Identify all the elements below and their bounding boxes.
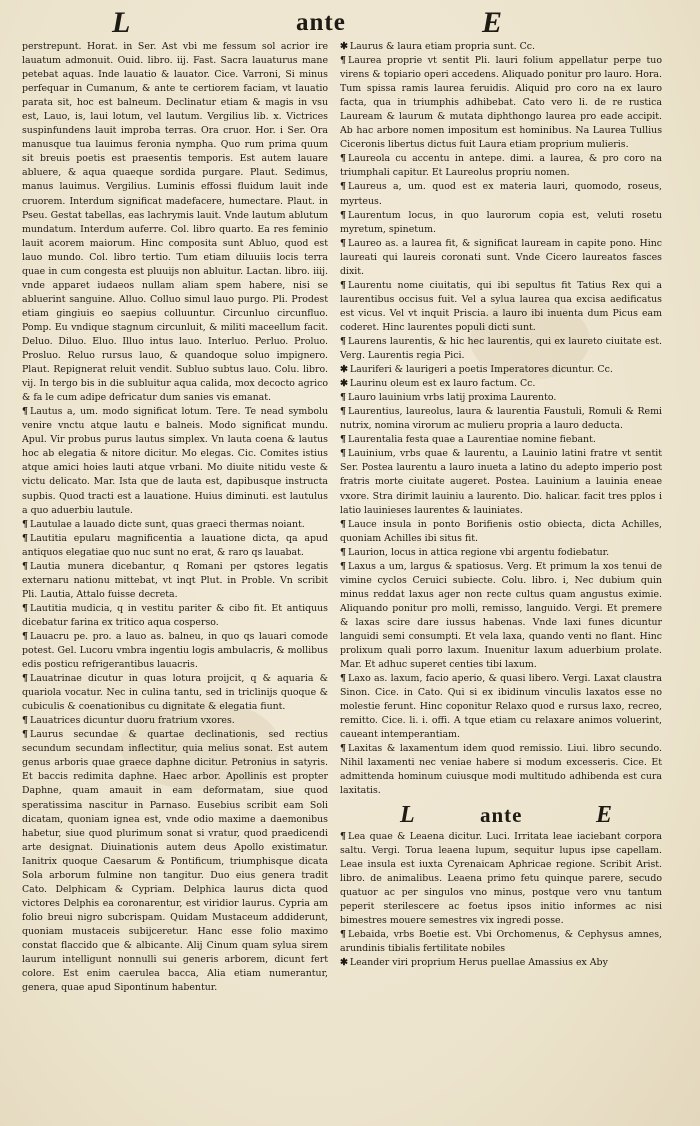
entry-text: Lauatrinae dicutur in quas lotura proijcit, q & aquaria & quariola vocatur. Nec in culina tantu, sed in triclinijs quoque & cubiculis & coenationibus cu dignitate & elegatia fiunt. (22, 673, 328, 713)
dictionary-entry (340, 237, 662, 279)
sub-header-left-letter: L (400, 801, 415, 828)
sub-header-right-letter: E (596, 801, 613, 828)
pilcrow-icon: ¶ (340, 743, 346, 755)
dictionary-entry (340, 363, 662, 377)
pilcrow-icon: ¶ (22, 630, 28, 642)
dictionary-entry (22, 518, 328, 532)
pilcrow-icon: ¶ (22, 602, 28, 614)
dictionary-entry (340, 447, 662, 517)
pilcrow-icon: ¶ (22, 518, 28, 530)
entry-text: Lauatrices dicuntur duoru fratrium vxores. (29, 715, 235, 727)
dictionary-entry (340, 405, 662, 433)
dictionary-entry (22, 405, 328, 517)
entry-text: Laurentius, laureolus, laura & laurentia Faustuli, Romuli & Remi nutrix, nomina virorum ac mulieru propria a lauro deducta. (340, 406, 662, 432)
dictionary-entry (340, 742, 662, 798)
header-right-letter: E (482, 6, 503, 39)
entry-text: Laurentu nome ciuitatis, qui ibi sepultus fit Tatius Rex qui a laurentibus occisus fuit. Vel a sylua laurea qua excisa aedificatus est vicus. Vel vt inquit Priscia. a lauro ibi inuenta dum Picus eam coderet. Hinc laurentes populi dicti sunt. (340, 279, 662, 333)
left-column (22, 40, 328, 995)
dictionary-entry (340, 54, 662, 152)
entry-text: Laurens laurentis, & hic hec laurentis, qui ex laureto ciuitate est. Verg. Laurentis regia Pici. (340, 335, 662, 362)
entry-text: Laureo as. a laurea fit, & significat lauream in capite pono. Hinc laureati qui laureis coronati sunt. Vnde Cicero laureatos fasces dixit. (340, 237, 662, 277)
dictionary-entry (22, 602, 328, 630)
pilcrow-icon: ¶ (22, 673, 28, 685)
entry-text: Laureola cu accentu in antepe. dimi. a laurea, & pro coro na triumphali capitur. Et Laureolus propriu nomen. (340, 153, 662, 179)
entry-text: Lautitia epularu magnificentia a lauatione dicta, qa apud antiquos elegatiae quo nuc sunt no erat, & raro qs lauabat. (22, 532, 328, 558)
pilcrow-icon: ¶ (340, 673, 346, 685)
dictionary-entry (340, 377, 662, 391)
pilcrow-icon: ¶ (22, 729, 28, 741)
pilcrow-icon: ¶ (340, 209, 346, 221)
dictionary-entry (22, 560, 328, 602)
pilcrow-icon: ¶ (340, 406, 346, 418)
pilcrow-icon: ¶ (340, 392, 346, 404)
entry-text: Lautia munera dicebantur, q Romani per qstores legatis externaru nationu mittebat, vt inqt Plut. in Proble. Vn scribit Pli. Lautia, Attalo fuisse decreta. (22, 560, 328, 600)
right-column-bottom (340, 830, 662, 970)
asterisk-marker-icon: ✱ (340, 41, 348, 52)
entry-text: Lauriferi & laurigeri a poetis Imperatores dicuntur. Cc. (349, 364, 613, 376)
entry-text: Laurus & laura etiam propria sunt. Cc. (349, 41, 535, 52)
entry-text: perstrepunt. Horat. in Ser. Ast vbi me fessum sol acrior ire lauatum admonuit. Ouid. libro. iij. Fast. Sacra lauaturus mane petebat aquas. Inde lauatio & lauator. Cice. Varroni, Si minus perfequar in Cumanum, & ante te certiorem faciam, vt lauatio parata sit, hoc est balneum. Declinatur etiam & magis in vsu est, Lauo, is, laui lotum, vel lautum. Vergilius lib. x. Victrices suspinfundens lauit improba terras. Ora cruor. Hor. i Ser. Ora manusque tua lauimus feronia nympha. Quo rum prima quum sit breuis poetis est praesentis temporis. Est autem lauare abluere, & aqua quaeque sordida purgare. Plaut. Sedimus, manus lauimus. Vergilius. Luminis effossi fluidum lauit inde cruorem. Interdum significat madefacere, humectare. Plaut. in Pseu. Gestat tabellas, eas lachrymis lauit. Vnde lautum ablutum mundatum. Interdum auferre. Col. libro quarto. Ea res feminio lauit acorem maiorum. Hinc composita sunt Abluo, quod est lauo mundo. Col. libro tertio. Tum etiam diluuiis locis terra quae in cum congesta est pluuijs non abluitur. Lactan. libro. iiij. vnde apparet iudaeos nullam aliam spem habere, nisi se abluerint sanguine. Alluo. Colluo simul lauo purgo. Pli. Prodest etiam gingiuis eo saepius colluuntur. Circunluo circunfluo. Pomp. Eu vndique stagnum circunluit, & militi maceellum facit. Deluo. Diluo. Eluo. Illuo intus lauo. Interluo. Perluo. Proluo. Prosluo. Reluo rursus lauo, & quandoque soluo impignero. Plaut. Repignerat reluit vendit. Subluo subtus lauo. Colu. libro. vij. In tergo bis in die subluitur aqua calida, mox decocto agrico & fa le cum adipe defricatur dum sanies vis emanat. (22, 41, 328, 404)
entry-text: Laurea proprie vt sentit Pli. lauri folium appellatur perpe tuo virens & topiario operi accedens. Aliquado ponitur pro lauro. Hora. Tum spissa ramis laurea feruidis. Aliquid pro coro na ex lauro facta, qua in triumphis adhibebat. Cato vero li. de re rustica Lauream & laurum & mutata diphthongo laurea pro eade accipit. Ab hac arbore nomen impositum est hominibus. Na Laurea Tullius Ciceronis libertus dictus fuit Laura etiam proprium mulieris. (340, 55, 662, 151)
header-word: ante (296, 9, 346, 36)
dictionary-entry (22, 714, 328, 728)
entry-text: Lautitia mudicia, q in vestitu pariter & cibo fit. Et antiquus dicebatur farina ex tritico aqua cosperso. (22, 602, 328, 628)
entry-text: Lautulae a lauado dicte sunt, quas graeci thermas noiant. (29, 518, 305, 530)
entry-text: Laxus a um, largus & spatiosus. Verg. Et primum la xos tenui de vimine cyclos Ceruici subiecte. Colu. libro. i, Nec dubium quin minus reddat laxus ager non recte cultus quam angustus eximie. Aliquando ponitur pro molli, remisso, languido. Vergi. Et premere & laxas scire dare iussus habenas. Vnde laxi funes dicuntur languidi semi consumpti. Et vela laxa, quando venti no flant. Hinc prolixum quali porro laxum. Inuenitur laxum aduerbium prolate. Mar. Et adhuc superet centies tibi laxum. (340, 560, 662, 671)
right-column (340, 40, 662, 970)
entry-text: Lauce insula in ponto Borifienis ostio obiecta, dicta Achilles, quoniam Achilles ibi situs fit. (340, 518, 662, 544)
header-left-letter: L (112, 6, 131, 39)
pilcrow-icon: ¶ (340, 448, 346, 460)
entry-text: Lauro lauinium vrbs latij proxima Laurento. (347, 392, 557, 404)
pilcrow-icon: ¶ (340, 181, 346, 193)
pilcrow-icon: ¶ (340, 928, 346, 940)
dictionary-entry (340, 830, 662, 928)
pilcrow-icon: ¶ (340, 830, 346, 842)
dictionary-entry (22, 672, 328, 714)
pilcrow-icon: ¶ (340, 518, 346, 530)
pilcrow-icon: ¶ (340, 434, 346, 446)
entry-text: Laurus secundae & quartae declinationis, sed rectius secundum secundam inflectitur, quia melius sonat. Est autem genus arboris quae graece daphne dicitur. Petronius in satyris. Et baccis redimita daphne. Haec arbor. Apollinis est propter Daphne, quam amauit in eam deformatam, siue quod speratissima nascitur in Parnaso. Eusebius scribit eam Soli dicatam, quoniam ignea est, vnde odio maxime a daemonibus habetur, siue quod plurimum sonat si vratur, quod praedicendi arte designat. Diuinationis autem deus Apollo existimatur. Ianitrix quoque Caesarum & Pontificum, triumphisque dicata Sola arborum fulmine non tangitur. Duo eius genera tradit Cato. Delphicam & Cypriam. Delphica laurus dicta quod victores Delphis ea coronarentur, est viridior laurus. Cypria am folio breui nigro subcrispam. Quidam Mustaceum addiderunt, quoniam mustaceis subijceretur. Hanc esse folio maximo constat flaccido que & albicante. Alij Cinum quam sylua sirem laurum intelligunt nonnulli sui generis arborem, dicunt fert colore. Est enim caerulea bacca, Alia etiam numerantur, genera, quae apud Sipontinum habentur. (22, 729, 328, 994)
pilcrow-icon: ¶ (340, 153, 346, 165)
asterisk-marker-icon: ✱ (340, 378, 348, 390)
dictionary-entry (340, 335, 662, 363)
dictionary-entry (340, 180, 662, 208)
dictionary-entry (340, 40, 662, 54)
entry-text: Leander viri proprium Herus puellae Amassius ex Aby (349, 956, 608, 968)
pilcrow-icon: ¶ (340, 237, 346, 249)
dictionary-entry (340, 928, 662, 956)
entry-text: Laxitas & laxamentum idem quod remissio. Liui. libro secundo. Nihil laxamenti nec veniae habere si modum excesseris. Cice. Et admittenda hominum cuiusque modi multitudo adhibenda est cura laxitatis. (340, 743, 662, 797)
asterisk-marker-icon: ✱ (340, 956, 348, 968)
dictionary-entry (22, 630, 328, 672)
dictionary-entry (340, 672, 662, 742)
dictionary-entry (340, 433, 662, 447)
entry-text: Laxo as. laxum, facio aperio, & quasi libero. Vergi. Laxat claustra Sinon. Cice. in Cato. Qui si ex ibidinum vinculis laxatos esse no molestie ferunt. Hinc coponitur Relaxo quod e rursus laxo, recreo, remitto. Cice. li. i. offi. A tque etiam cu relaxare animos voluerint, caueant intemperantiam. (340, 673, 662, 741)
running-header (0, 6, 700, 40)
pilcrow-icon: ¶ (340, 560, 346, 572)
entry-text: Lea quae & Leaena dicitur. Luci. Irritata leae iaciebant corpora saltu. Vergi. Torua leaena lupum, sequitur lupus ipse capellam. Leae insula est iuxta Cyrenaicam Aphricae regione. Scribit Arist. libro. de animalibus. Leaena primo fetu quinque parere, secudo quatuor ac per singulos vno minus, postque vero vnu tantum peperit sterilescere ac foetus ipsos initio informes ac nisi bimestres mouere semestres vix ingredi posse. (340, 830, 662, 926)
dictionary-entry (340, 546, 662, 560)
pilcrow-icon: ¶ (340, 55, 346, 67)
dictionary-entry (22, 728, 328, 995)
dictionary-entry (22, 532, 328, 560)
pilcrow-icon: ¶ (22, 532, 28, 544)
pilcrow-icon: ¶ (22, 406, 28, 418)
dictionary-entry (340, 209, 662, 237)
pilcrow-icon: ¶ (22, 560, 28, 572)
dictionary-entry (340, 391, 662, 405)
pilcrow-icon: ¶ (22, 715, 28, 727)
dictionary-entry (340, 152, 662, 180)
pilcrow-icon: ¶ (340, 279, 346, 291)
entry-text: Laurinu oleum est ex lauro factum. Cc. (349, 378, 536, 390)
entry-text: Lauacru pe. pro. a lauo as. balneu, in quo qs lauari comode potest. Gel. Lucoru vmbra ingentiu logis ambulacris, & mollibus edis posticu refrigerantibus lauacris. (22, 630, 328, 671)
entry-text: Laurentum locus, in quo laurorum copia est, veluti rosetu myretum, spinetum. (340, 209, 662, 235)
pilcrow-icon: ¶ (340, 546, 346, 558)
entry-text: Laurion, locus in attica regione vbi argentu fodiebatur. (347, 546, 610, 558)
entry-text: Laureus a, um. quod est ex materia lauri, quomodo, roseus, myrteus. (340, 181, 662, 207)
right-column-top (340, 40, 662, 799)
entry-text: Lautus a, um. modo significat lotum. Tere. Te nead symbolu venire vnctu atque lautu e balneis. Modo significat mundu. Apul. Vir probus purus lautus simplex. Vn lauta coena & lautus hoc ab elegatia & nitore dicitur. Mo elegas. Cic. Comites istius atque amici hoies lauti atque vrbani. Mo diuite nitidu veste & victu delicato. Mar. Ista que de lauta est, dapibusque instructa supbis. Quod tracti est a lauatione. Huius diminuti. est lautulus a quo aduerbiu lautule. (22, 406, 328, 516)
dictionary-entry (22, 40, 328, 405)
dictionary-entry (340, 518, 662, 546)
entry-text: Lauinium, vrbs quae & laurentu, a Lauinio latini fratre vt sentit Ser. Postea laurentu a lauro inueta a latino du adepto imperio post fratris morte ciuitate augeret. Postea. Lauinium a lauinia eneae vxore. Stra dirimit lauiniu a laurento. Dio. halicar. facit tres pplos i latio lauinieses laurentes & lauiniates. (340, 448, 662, 516)
sub-header-word: ante (480, 802, 523, 827)
dictionary-entry (340, 279, 662, 335)
entry-text: Lebaida, vrbs Boetie est. Vbi Orchomenus, & Cephysus amnes, arundinis tibialis fertilitate nobiles (340, 928, 662, 954)
entry-text: Laurentalia festa quae a Laurentiae nomine fiebant. (347, 434, 596, 446)
sub-header (340, 801, 662, 829)
dictionary-entry (340, 956, 662, 970)
dictionary-entry (340, 560, 662, 672)
pilcrow-icon: ¶ (340, 335, 346, 347)
asterisk-marker-icon: ✱ (340, 364, 348, 376)
